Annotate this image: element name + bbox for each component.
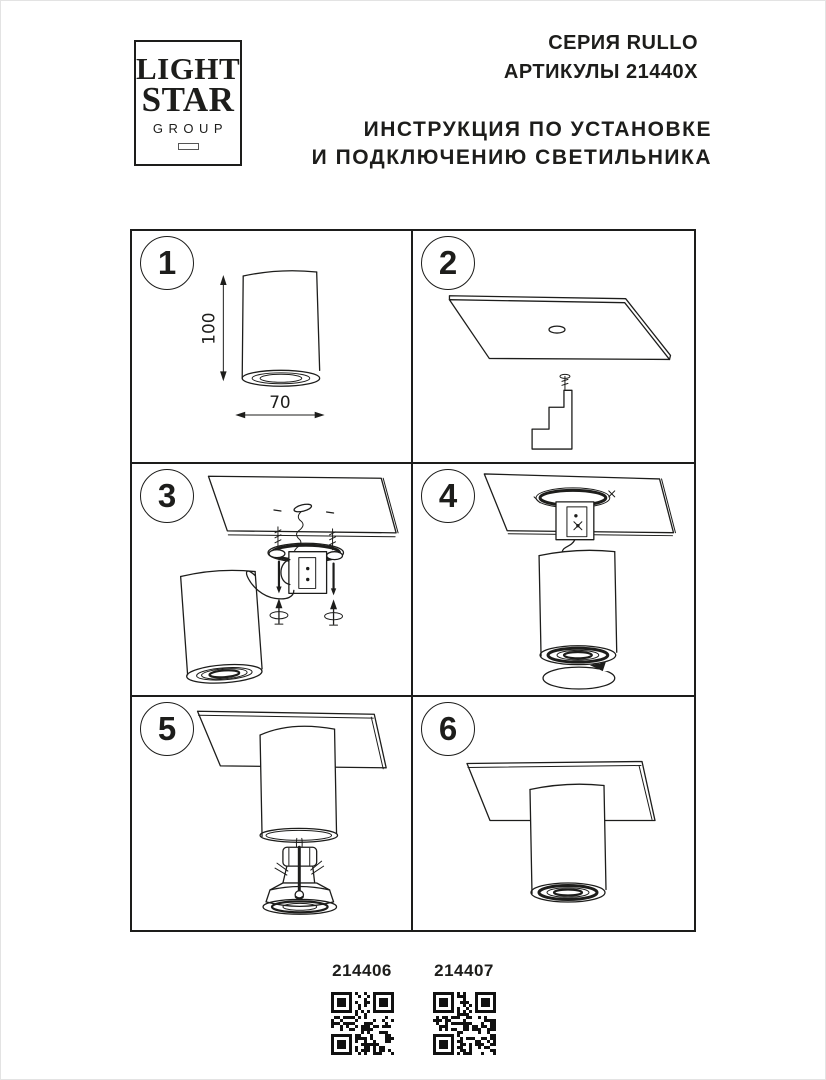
instruction-title-line1: ИНСТРУКЦИЯ ПО УСТАНОВКЕ (363, 118, 712, 141)
step-1-panel (132, 231, 413, 464)
qr-block-2 (432, 961, 496, 1055)
step-number-badge (421, 236, 475, 290)
flag-green-segment (147, 143, 178, 150)
step-6-panel (413, 697, 694, 930)
step-number-badge (140, 236, 194, 290)
lamp-body (260, 726, 337, 842)
screw-icon (560, 374, 570, 389)
step-4-panel (413, 464, 694, 697)
article-number: 214406 (332, 961, 392, 980)
step-number: 3 (157, 477, 177, 514)
height-dimension-label: 100 (198, 312, 219, 345)
step-number-badge (421, 702, 475, 756)
step-number: 5 (157, 710, 177, 747)
lamp-body (181, 570, 263, 685)
articles-line: АРТИКУЛЫ 21440X (503, 61, 698, 83)
step-number: 1 (157, 244, 177, 281)
junction-box (289, 552, 327, 594)
rotate-arrow-icon (543, 662, 615, 689)
step-number: 4 (438, 477, 458, 514)
header (312, 33, 712, 168)
qr-code (330, 992, 394, 1055)
lamp-cable (247, 571, 294, 599)
step-number: 6 (438, 710, 458, 747)
step-drill-shape (532, 390, 572, 449)
step-2-panel (413, 231, 694, 464)
lamp-body (539, 550, 617, 664)
lamp-body (530, 784, 606, 902)
qr-code (432, 992, 496, 1055)
step-3-panel (132, 464, 413, 697)
instruction-title-line2: И ПОДКЛЮЧЕНИЮ СВЕТИЛЬНИКА (311, 146, 712, 169)
step-number-badge (140, 469, 194, 523)
mounting-hole (549, 326, 565, 333)
lightstar-logo (134, 40, 242, 166)
series-name: СЕРИЯ RULLO (548, 32, 698, 54)
screw-turn-symbol-left (270, 598, 288, 624)
step-number-badge (421, 469, 475, 523)
logo-word-group: GROUP (152, 121, 229, 137)
flag-red-segment (199, 143, 229, 150)
width-dimension-label: 70 (269, 392, 291, 413)
screw-turn-symbol-right (325, 599, 343, 625)
qr-block-1 (330, 961, 394, 1055)
steps-grid (130, 229, 696, 932)
step-number-badge (140, 702, 194, 756)
step-number: 2 (438, 244, 458, 281)
step-5-panel (132, 697, 413, 930)
junction-box (556, 502, 594, 540)
flag-white-segment (178, 143, 199, 150)
logo-word-star: STAR (141, 80, 235, 119)
article-number: 214407 (434, 961, 494, 980)
italian-flag-stripe (147, 143, 229, 150)
logo-word-light: LIGHT (136, 51, 241, 86)
